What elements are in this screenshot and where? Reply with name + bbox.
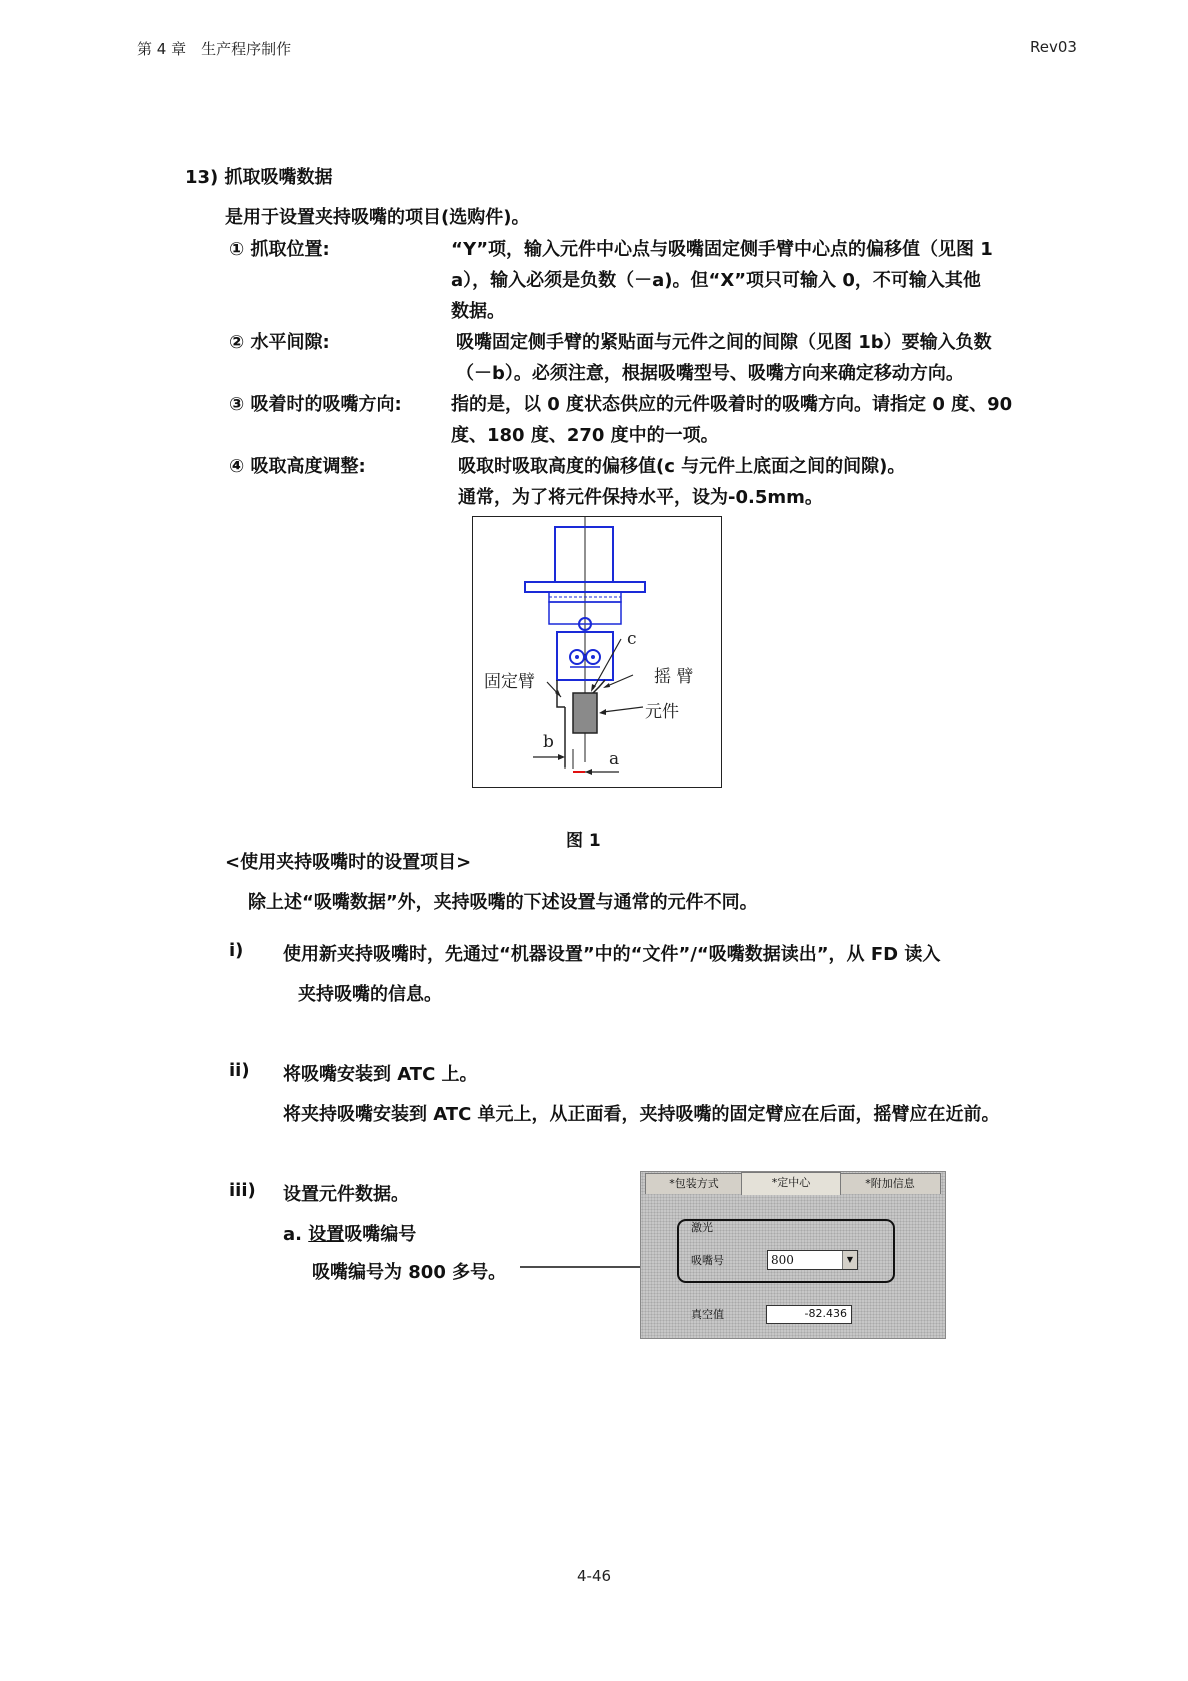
nozzle-number-label: 吸嘴号 [691, 1254, 724, 1267]
vacuum-value-field[interactable] [766, 1305, 852, 1324]
label-b: b [543, 732, 554, 752]
chevron-down-icon[interactable]: ▼ [842, 1251, 857, 1269]
tab-centering[interactable]: *定中心 [741, 1172, 841, 1195]
tab-additional-info[interactable]: *附加信息 [839, 1173, 941, 1194]
step-text: 设置元件数据。 [283, 1184, 409, 1205]
component-data-panel [640, 1171, 946, 1339]
step-number: ii) [229, 1060, 250, 1081]
page-number: 4-46 [577, 1567, 612, 1585]
step-number: i) [229, 940, 244, 961]
item-text: 数据。 [451, 301, 505, 322]
vacuum-value: -82.436 [804, 1307, 847, 1320]
item-text: 度、180 度、270 度中的一项。 [451, 425, 719, 446]
step-text: 使用新夹持吸嘴时，先通过“机器设置”中的“文件”/“吸嘴数据读出”，从 FD 读入 [283, 944, 941, 965]
step-note: 吸嘴编号为 800 多号。 [312, 1262, 507, 1283]
usage-intro: 除上述“吸嘴数据”外，夹持吸嘴的下述设置与通常的元件不同。 [248, 892, 758, 913]
item-text: 通常，为了将元件保持水平，设为-0.5mm。 [458, 487, 823, 508]
usage-heading: <使用夹持吸嘴时的设置项目> [225, 852, 472, 873]
step-text: 将夹持吸嘴安装到 ATC 单元上，从正面看，夹持吸嘴的固定臂应在后面，摇臂应在近前。 [283, 1104, 1000, 1125]
step-text: 夹持吸嘴的信息。 [298, 984, 442, 1005]
label-fixed-arm: 固定臂 [484, 672, 535, 692]
step-subitem [283, 1220, 416, 1246]
step-subitem-prefix: a. [283, 1224, 302, 1245]
item-label-nozzle-direction: ③ 吸着时的吸嘴方向: [229, 394, 402, 415]
item-text: “Y”项，输入元件中心点与吸嘴固定侧手臂中心点的偏移值（见图 1 [451, 239, 993, 260]
tab-packaging[interactable]: *包装方式 [645, 1173, 743, 1194]
item-text: 指的是，以 0 度状态供应的元件吸着时的吸嘴方向。请指定 0 度、90 [451, 394, 1013, 415]
nozzle-diagram [472, 516, 722, 788]
label-a: a [609, 749, 620, 769]
vacuum-label: 真空值 [691, 1308, 724, 1321]
label-c: c [627, 629, 637, 649]
item-text: 吸取时吸取高度的偏移值(c 与元件上底面之间的间隙)。 [458, 456, 906, 477]
step-subitem-underlined: 设置 [308, 1224, 345, 1245]
step-text: 将吸嘴安装到 ATC 上。 [283, 1064, 478, 1085]
revision-label: Rev03 [1030, 38, 1077, 56]
item-label-height-adjust: ④ 吸取高度调整: [229, 456, 366, 477]
nozzle-number-select[interactable] [767, 1250, 858, 1270]
step-subitem-rest: 吸嘴编号 [344, 1224, 417, 1245]
section-title: 13) 抓取吸嘴数据 [185, 167, 333, 188]
label-swing-arm: 摇 臂 [654, 667, 694, 687]
nozzle-number-value: 800 [771, 1253, 794, 1267]
item-text: 吸嘴固定侧手臂的紧贴面与元件之间的间隙（见图 1b）要输入负数 [456, 332, 992, 353]
item-label-horizontal-gap: ② 水平间隙: [229, 332, 330, 353]
label-component: 元件 [645, 702, 679, 722]
item-text: a），输入必须是负数（－a)。但“X”项只可输入 0，不可输入其他 [451, 270, 981, 291]
chapter-header: 第 4 章 生产程序制作 [137, 40, 292, 58]
tab-bar [641, 1172, 945, 1194]
item-label-pick-position: ① 抓取位置: [229, 239, 330, 260]
section-intro: 是用于设置夹持吸嘴的项目(选购件)。 [225, 207, 530, 228]
group-title-laser: 激光 [691, 1221, 713, 1234]
nozzle-diagram-drawing [473, 517, 721, 787]
figure-caption: 图 1 [566, 831, 601, 851]
step-number: iii) [229, 1180, 256, 1201]
item-text: （－b）。必须注意，根据吸嘴型号、吸嘴方向来确定移动方向。 [456, 363, 964, 384]
